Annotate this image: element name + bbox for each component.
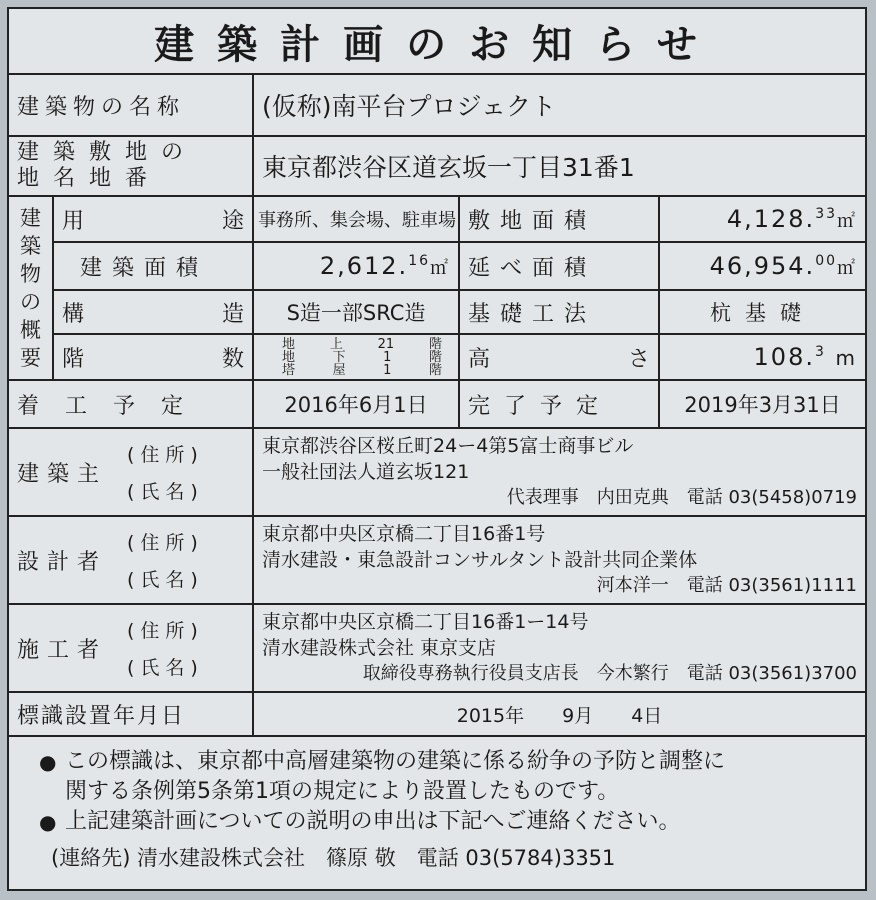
designer-address: 東京都中央区京橋二丁目16番1号 <box>262 523 546 545</box>
builder-org: 清水建設株式会社 東京支店 <box>262 637 497 659</box>
board-title: 建築計画のお知らせ <box>9 9 865 75</box>
building-name-label: 建築物の名称 <box>17 94 186 120</box>
bullet-icon: ● <box>39 750 57 774</box>
row-owner <box>9 428 865 516</box>
site-area-label: 敷地面積 <box>459 196 659 242</box>
building-area-value: 2,612.16㎡ <box>253 242 459 290</box>
row-building-name <box>9 74 865 136</box>
builder-label: 施工者 <box>17 637 108 663</box>
building-area-label: 建築面積 <box>53 242 253 290</box>
designer-name-label: (氏名) <box>127 569 204 591</box>
owner-org: 一般社団法人道玄坂121 <box>262 461 470 483</box>
floors-above: 地 上 21 階 <box>282 336 442 352</box>
floors-below: 地 下 1 階 <box>282 349 442 365</box>
height-label: 高 さ <box>468 346 651 372</box>
row-site <box>9 136 865 196</box>
floors-value <box>253 334 459 380</box>
owner-label: 建築主 <box>17 461 108 487</box>
posted-label: 標識設置年月日 <box>9 692 253 736</box>
structure-value: S造一部SRC造 <box>253 290 459 334</box>
notice-board <box>7 7 867 891</box>
bullet-icon: ● <box>39 810 57 834</box>
floor-area-value: 46,954.00㎡ <box>659 242 865 290</box>
row-builder <box>9 604 865 692</box>
site-label-2: 地名地番 <box>17 166 162 191</box>
height-value: 108.$^3$ m <box>659 334 865 380</box>
plan-table <box>9 73 865 737</box>
posted-value: 2015年 9月 4日 <box>253 692 865 736</box>
notice-p1a: この標識は、東京都中高層建築物の建築に係る紛争の予防と調整に <box>65 749 726 774</box>
foundation-value: 杭基礎 <box>659 290 865 334</box>
site-label-1: 建築敷地の <box>17 140 198 165</box>
site-value: 東京都渋谷区道玄坂一丁目31番1 <box>253 136 865 196</box>
owner-addr-label: (住所) <box>127 444 204 466</box>
building-name-value: (仮称)南平台プロジェクト <box>253 74 865 136</box>
overview-label: 建築物の概要 <box>9 196 53 380</box>
notice-p2: 上記建築計画についての説明の申出は下記へご連絡ください。 <box>65 809 681 834</box>
start-value: 2016年6月1日 <box>253 380 459 428</box>
owner-address: 東京都渋谷区桜丘町24ー4第5富士商事ビル <box>262 435 634 457</box>
builder-addr-label: (住所) <box>127 620 204 642</box>
site-area-value: 4,128.33㎡ <box>659 196 865 242</box>
floors-label: 階 数 <box>62 346 245 372</box>
floor-area-label: 延べ面積 <box>459 242 659 290</box>
contact-line: (連絡先) 清水建設株式会社 篠原 敬 電話 03(5784)3351 <box>51 846 616 870</box>
builder-rep: 取締役専務執行役員支店長 今木繁行 電話 03(3561)3700 <box>362 663 858 684</box>
owner-name-label: (氏名) <box>127 481 204 503</box>
designer-label: 設計者 <box>17 549 108 575</box>
row-designer <box>9 516 865 604</box>
notice-p1b: 関する条例第5条第1項の規定により設置したものです。 <box>65 779 620 804</box>
designer-org: 清水建設・東急設計コンサルタント設計共同企業体 <box>262 549 698 571</box>
floors-roof: 塔 屋 1 階 <box>282 362 442 378</box>
finish-value: 2019年3月31日 <box>659 380 865 428</box>
use-label: 用 途 <box>62 208 245 234</box>
builder-address: 東京都中央区京橋二丁目16番1ー14号 <box>262 611 589 633</box>
owner-rep: 代表理事 内田克典 電話 03(5458)0719 <box>506 487 858 508</box>
start-label: 着工予定 <box>9 380 253 428</box>
notice-text <box>9 737 865 889</box>
designer-rep: 河本洋一 電話 03(3561)1111 <box>596 575 858 596</box>
designer-addr-label: (住所) <box>127 532 204 554</box>
row-posted <box>9 692 865 736</box>
use-value: 事務所、集会場、駐車場 <box>253 196 459 242</box>
builder-name-label: (氏名) <box>127 657 204 679</box>
structure-label: 構 造 <box>62 301 245 327</box>
foundation-label: 基礎工法 <box>459 290 659 334</box>
finish-label: 完了予定 <box>459 380 659 428</box>
